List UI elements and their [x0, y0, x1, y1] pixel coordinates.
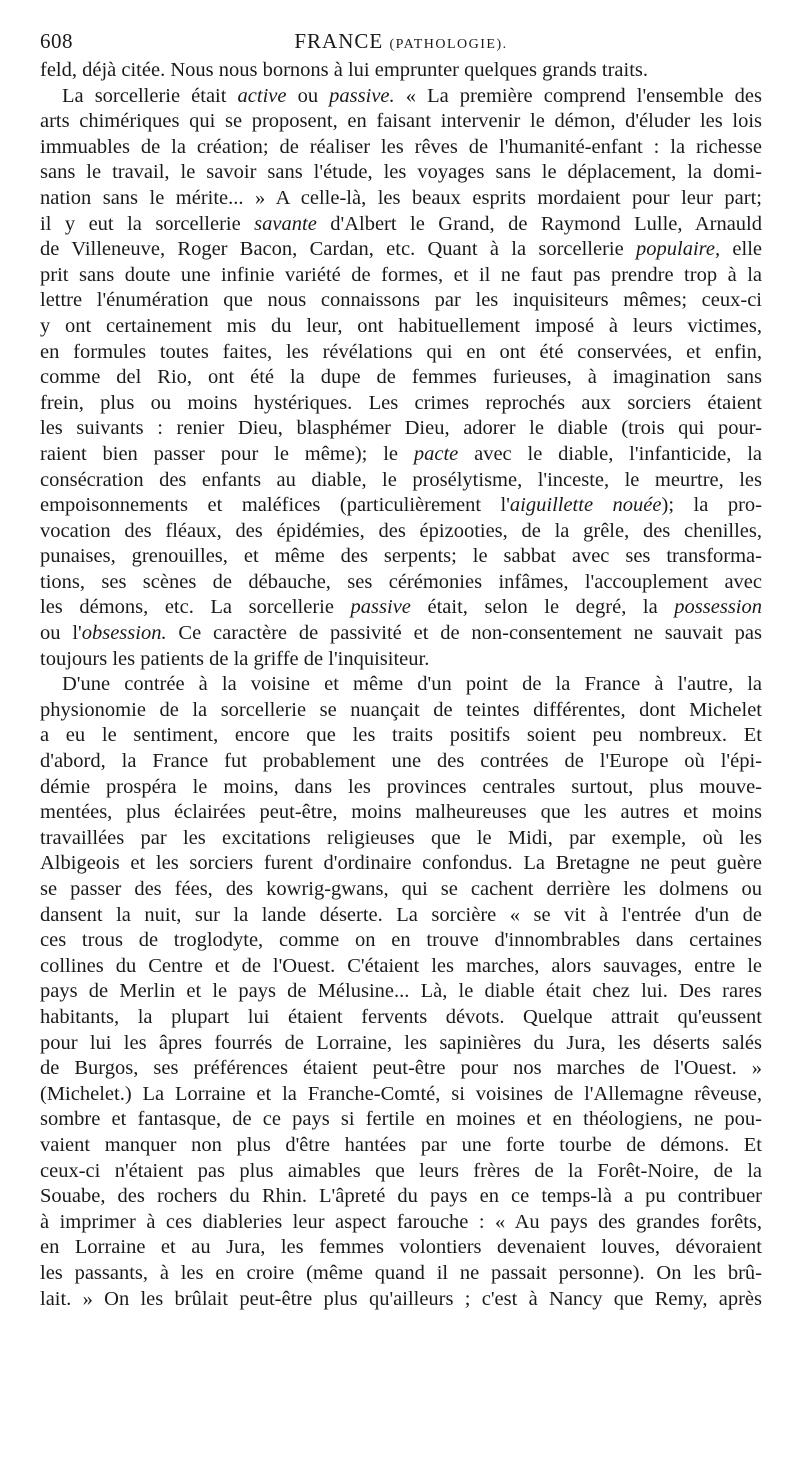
text-line: [40, 58, 762, 84]
text-line: [40, 749, 762, 775]
text-segment: Ce caractère de passivité et de non-consentement ne sauvait pas: [166, 622, 762, 645]
text-segment: sombre et fantasque, de ce pays si fertile en moines et en théologiens, ne pou-: [40, 1108, 762, 1131]
text-line: [40, 723, 762, 749]
text-line: [40, 519, 762, 545]
text-line: [40, 954, 762, 980]
text-segment: arts chimériques qui se proposent, en faisant intervenir le démon, d'éluder les lois: [40, 110, 762, 133]
text-line: [40, 1031, 762, 1057]
text-segment: ces trous de troglodyte, comme on en trouve d'innombrables dans certaines: [40, 929, 762, 952]
italic-text: obsession.: [81, 622, 167, 645]
text-segment: démie prospéra le moins, dans les provinces centrales surtout, plus mouve-: [40, 775, 762, 798]
text-line: [40, 595, 762, 621]
text-segment: comme del Rio, ont été la dupe de femmes furieuses, à imagination sans: [40, 366, 762, 389]
text-line: [40, 800, 762, 826]
text-line: [40, 979, 762, 1005]
text-segment: avec le diable, l'infanticide, la: [458, 442, 762, 465]
body-text: [40, 58, 762, 1312]
text-segment: ceux-ci n'étaient pas plus aimables que leurs frères de la Forêt-Noire, de la: [40, 1159, 762, 1182]
text-segment: sans le travail, le savoir sans l'étude, les voyages sans le déplacement, la domi-: [40, 161, 762, 184]
text-line: [40, 1082, 762, 1108]
text-segment: (Michelet.) La Lorraine et la Franche-Comté, si voisines de l'Allemagne rêveuse,: [40, 1082, 762, 1105]
text-segment: était, selon le degré, la: [410, 596, 675, 619]
text-segment: ou l': [40, 622, 82, 645]
text-segment: vaient manquer non plus d'être hantées par une forte tourbe de démons. Et: [40, 1133, 762, 1156]
text-segment: physionomie de la sorcellerie se nuançait de teintes différentes, dont Michelet: [40, 698, 762, 721]
text-segment: à imprimer à ces diableries leur aspect farouche : « Au pays des grandes forêts,: [40, 1210, 762, 1233]
text-line: [40, 877, 762, 903]
text-segment: lettre l'énumération que nous connaissons par les inquisiteurs mêmes; ceux-ci: [40, 289, 762, 312]
text-line: [40, 186, 762, 212]
text-segment: D'une contrée à la voisine et même d'un point de la France à l'autre, la: [62, 673, 762, 696]
text-segment: vocation des fléaux, des épidémies, des épizooties, de la grêle, des chenilles,: [40, 519, 762, 542]
running-title-subtitle: (PATHOLOGIE).: [389, 37, 508, 52]
text-line: [40, 672, 762, 698]
text-segment: feld, déjà citée. Nous nous bornons à lui emprunter quelques grands traits.: [40, 59, 649, 81]
text-segment: les démons, etc. La sorcellerie: [40, 596, 351, 619]
text-line: [40, 928, 762, 954]
page-number: 608: [40, 29, 73, 53]
text-segment: collines du Centre et de l'Ouest. C'étaient les marches, alors sauvages, entre le: [40, 954, 762, 977]
italic-text: aiguillette nouée: [509, 494, 662, 517]
text-line: [40, 442, 762, 468]
text-line: [40, 1005, 762, 1031]
italic-text: passive: [350, 596, 411, 619]
text-line: [40, 109, 762, 135]
text-line: [40, 1210, 762, 1236]
text-segment: frein, plus ou moins hystériques. Les crimes reprochés aux sorciers étaient: [40, 391, 762, 414]
text-segment: a eu le sentiment, encore que les traits positifs soient peu nombreux. Et: [40, 724, 762, 747]
text-segment: « La première comprend l'ensemble des: [394, 84, 762, 107]
text-line: [40, 391, 762, 417]
text-line: [40, 84, 762, 110]
text-segment: dansent la nuit, sur la lande déserte. La sorcière « se vit à l'entrée d'un de: [40, 903, 762, 926]
italic-text: possession: [674, 596, 762, 619]
text-line: [40, 1133, 762, 1159]
text-segment: ou: [286, 84, 330, 107]
text-segment: pays de Merlin et le pays de Mélusine... Là, le diable était chez lui. Des rares: [40, 980, 762, 1003]
text-line: [40, 621, 762, 647]
text-segment: il y eut la sorcellerie: [40, 212, 255, 235]
text-segment: de Burgos, ses préférences étaient peut-être pour nos marches de l'Ouest. »: [40, 1057, 762, 1080]
text-line: [40, 365, 762, 391]
italic-text: savante: [254, 212, 317, 235]
text-line: [40, 1287, 762, 1313]
running-head: [40, 26, 762, 56]
text-segment: habitants, la plupart lui étaient fervents dévots. Quelque attrait qu'eussent: [40, 1005, 762, 1028]
text-segment: les suivants : renier Dieu, blasphémer Dieu, adorer le diable (trois qui pour-: [40, 417, 762, 440]
text-line: [40, 903, 762, 929]
italic-text: pacte: [413, 442, 459, 465]
text-segment: prit sans doute une infinie variété de formes, et il ne faut pas prendre trop à la: [40, 263, 762, 286]
text-segment: nation sans le mérite... » A celle-là, les beaux esprits mordaient pour leur part;: [40, 186, 762, 209]
text-segment: punaises, grenouilles, et même des serpents; le sabbat avec ses transforma-: [40, 545, 762, 568]
text-segment: La sorcellerie était: [62, 84, 238, 107]
text-line: [40, 647, 762, 673]
text-segment: se passer des fées, des kowrig-gwans, qui se cachent derrière les dolmens ou: [40, 878, 762, 900]
italic-text: passive.: [329, 84, 395, 107]
text-segment: ); la pro-: [661, 494, 762, 517]
text-line: [40, 570, 762, 596]
text-segment: y ont certainement mis du leur, ont habituellement imposé à leurs victimes,: [40, 314, 762, 337]
italic-text: populaire,: [636, 238, 721, 261]
text-segment: toujours les patients de la griffe de l'inquisiteur.: [40, 647, 430, 670]
text-segment: d'abord, la France fut probablement une des contrées de l'Europe où l'épi-: [40, 750, 762, 773]
text-line: [40, 826, 762, 852]
text-segment: de Villeneuve, Roger Bacon, Cardan, etc. Quant à la sorcellerie: [40, 238, 637, 261]
italic-text: active: [237, 84, 287, 107]
text-line: [40, 237, 762, 263]
text-line: [40, 1235, 762, 1261]
text-segment: Souabe, des rochers du Rhin. L'âpreté du pays en ce temps-là a pu contribuer: [40, 1185, 762, 1208]
text-segment: empoisonnements et maléfices (particulièrement l': [40, 494, 510, 517]
text-segment: les passants, à les en croire (même quand il ne passait personne). On les brû-: [40, 1261, 762, 1284]
text-segment: travaillées par les excitations religieuses que le Midi, par exemple, où les: [40, 826, 762, 849]
text-line: [40, 314, 762, 340]
text-segment: consécration des enfants au diable, le prosélytisme, l'inceste, le meurtre, les: [40, 468, 762, 491]
text-segment: tions, ses scènes de débauche, ses cérémonies infâmes, l'accouplement avec: [40, 570, 762, 593]
text-line: [40, 288, 762, 314]
text-line: [40, 1184, 762, 1210]
text-line: [40, 1159, 762, 1185]
text-segment: d'Albert le Grand, de Raymond Lulle, Arnauld: [316, 212, 763, 235]
text-segment: en Lorraine et au Jura, les femmes volontiers devenaient louves, dévoraient: [40, 1236, 762, 1259]
text-segment: pour lui les âpres fourrés de Lorraine, les sapinières du Jura, les déserts salés: [40, 1031, 762, 1054]
text-segment: lait. » On les brûlait peut-être plus qu'ailleurs ; c'est à Nancy que Remy, après: [40, 1287, 762, 1310]
text-segment: immuables de la création; de réaliser les rêves de l'humanité-enfant : la richesse: [40, 135, 762, 158]
text-line: [40, 1261, 762, 1287]
text-segment: mentées, plus éclairées peut-être, moins malheureuses que les autres et moins: [40, 801, 762, 824]
book-page: [40, 26, 762, 1312]
text-line: [40, 263, 762, 289]
text-line: [40, 1056, 762, 1082]
text-line: [40, 340, 762, 366]
text-line: [40, 1107, 762, 1133]
text-line: [40, 851, 762, 877]
text-line: [40, 468, 762, 494]
text-line: [40, 160, 762, 186]
running-title-main: FRANCE: [294, 29, 384, 53]
text-line: [40, 493, 762, 519]
text-line: [40, 544, 762, 570]
text-line: [40, 212, 762, 238]
text-line: [40, 775, 762, 801]
running-title: [40, 26, 762, 60]
text-line: [40, 416, 762, 442]
text-segment: en formules toutes faites, les révélations qui en ont été conservées, et enfin,: [40, 340, 762, 363]
text-segment: elle: [720, 238, 762, 261]
text-segment: Albigeois et les sorciers furent d'ordinaire confondus. La Bretagne ne peut guère: [40, 852, 762, 875]
text-line: [40, 135, 762, 161]
text-segment: raient bien passer pour le même); le: [40, 442, 414, 465]
text-line: [40, 698, 762, 724]
